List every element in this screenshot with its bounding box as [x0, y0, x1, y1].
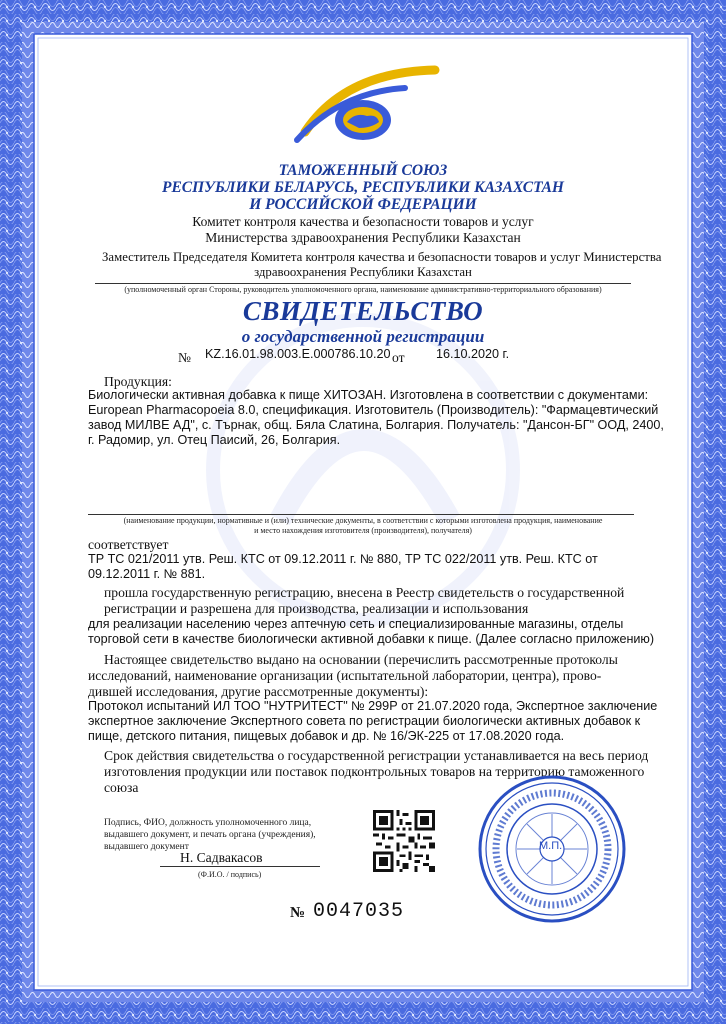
product-underline: [88, 514, 634, 515]
signature-line: [160, 866, 320, 867]
signatory-name-caption: (Ф.И.О. / подпись): [198, 870, 262, 879]
reg-number: KZ.16.01.98.003.E.000786.10.20: [205, 347, 391, 361]
validity-line3: союза: [104, 780, 139, 795]
basis-line3: дившей исследования, другие рассмотренные документы):: [88, 684, 429, 699]
product-line2: European Pharmacopoeia 8.0, спецификация. Изготовитель (Производитель): "Фармацевтический: [88, 403, 659, 417]
reg-date: 16.10.2020 г.: [436, 347, 510, 361]
certificate-title: СВИДЕТЕЛЬСТВО: [242, 296, 484, 326]
committee-line2: Министерства здравоохранения Республики Казахстан: [205, 230, 521, 245]
validity-line2: изготовления продукции или поставок подконтрольных товаров на территорию таможенного: [104, 764, 645, 779]
signature-caption-line2: выдавшего документ, и печать органа (учреждения),: [104, 830, 316, 840]
product-label: Продукция:: [104, 374, 172, 389]
serial-sign: №: [290, 905, 306, 921]
qr-code: [373, 810, 435, 872]
basis-line2: исследований, наименование организации (испытательной лаборатории, центра), прово-: [88, 668, 602, 683]
usage-line2: торговой сети в качестве биологически активной добавки к пище. (Далее согласно приложению): [88, 632, 655, 646]
basis-line1: Настоящее свидетельство выдано на основании (перечислить рассмотренные протоколы: [104, 652, 618, 667]
registration-text-line1: прошла государственную регистрацию, внесена в Реестр свидетельств о государственной: [104, 585, 625, 600]
union-title-line2: РЕСПУБЛИКИ БЕЛАРУСЬ, РЕСПУБЛИКИ КАЗАХСТАН: [161, 179, 564, 196]
basis-protocol-line3: пище, детского питания, пищевых добавок и др. № 16/ЭК-225 от 17.08.2020 года.: [88, 729, 565, 743]
product-line4: г. Радомир, ул. Отец Паисий, 26, Болгария.: [88, 433, 341, 447]
certificate-subtitle: о государственной регистрации: [241, 327, 485, 346]
signatory-name: Н. Садвакасов: [180, 850, 263, 865]
customs-union-logo: [285, 62, 445, 150]
validity-line1: Срок действия свидетельства о государственной регистрации устанавливается на весь период: [104, 748, 649, 763]
product-line1: Биологически активная добавка к пище ХИТОЗАН. Изготовлена в соответствии с документами:: [88, 388, 649, 402]
serial-number: 0047035: [313, 900, 405, 923]
usage-line1: для реализации населению через аптечную сеть и специализированные магазины, отделы: [88, 617, 624, 631]
signature-caption: [104, 817, 316, 853]
registration-text-line2: регистрации и разрешена для производства, реализации и использования: [104, 601, 529, 616]
product-line3: завод МИЛВЕ АД", с. Търнак, общ. Бяла Слатина, Болгария. Получатель: "Дансон-БГ" ООД, 2400,: [88, 418, 664, 432]
conformity-line1: ТР ТС 021/2011 утв. Реш. КТС от 09.12.2011 г. № 880, ТР ТС 022/2011 утв. Реш. КТС от: [88, 552, 598, 566]
product-caption-line2: и место нахождения изготовителя (производителя), получателя): [254, 526, 472, 535]
signature-caption-line1: Подпись, ФИО, должность уполномоченного лица,: [104, 818, 312, 828]
deputy-line2: здравоохранения Республики Казахстан: [254, 265, 472, 279]
reg-from-label: от: [392, 350, 405, 365]
conformity-label: соответствует: [88, 537, 169, 552]
authority-caption: (уполномоченный орган Стороны, руководитель уполномоченного органа, наименование административно-территориального образования): [124, 285, 602, 294]
stamp-place-label: М.П.: [539, 840, 563, 852]
reg-number-sign: №: [178, 350, 191, 365]
basis-protocol-line2: экспертное заключение Экспертного совета по регистрации биологически активных добавок к: [88, 714, 641, 728]
authority-underline: [95, 283, 631, 284]
committee-line1: Комитет контроля качества и безопасности товаров и услуг: [192, 214, 534, 229]
signature-caption-line3: выдавшего документ: [104, 842, 189, 852]
union-title-line3: И РОССИЙСКОЙ ФЕДЕРАЦИИ: [249, 196, 477, 213]
official-stamp: [477, 774, 627, 924]
deputy-line1: Заместитель Председателя Комитета контроля качества и безопасности товаров и услуг Министерства: [102, 250, 662, 264]
product-caption-line1: (наименование продукции, нормативные и (или) технические документы, в соответствии с которыми изготовлена продукция, наименование: [123, 516, 603, 525]
basis-protocol-line1: Протокол испытаний ИЛ ТОО "НУТРИТЕСТ" № 299Р от 21.07.2020 года, Экспертное заключение: [88, 699, 658, 713]
union-title-line1: ТАМОЖЕННЫЙ СОЮЗ: [278, 162, 448, 179]
conformity-line2: 09.12.2011 г. № 881.: [88, 567, 206, 581]
